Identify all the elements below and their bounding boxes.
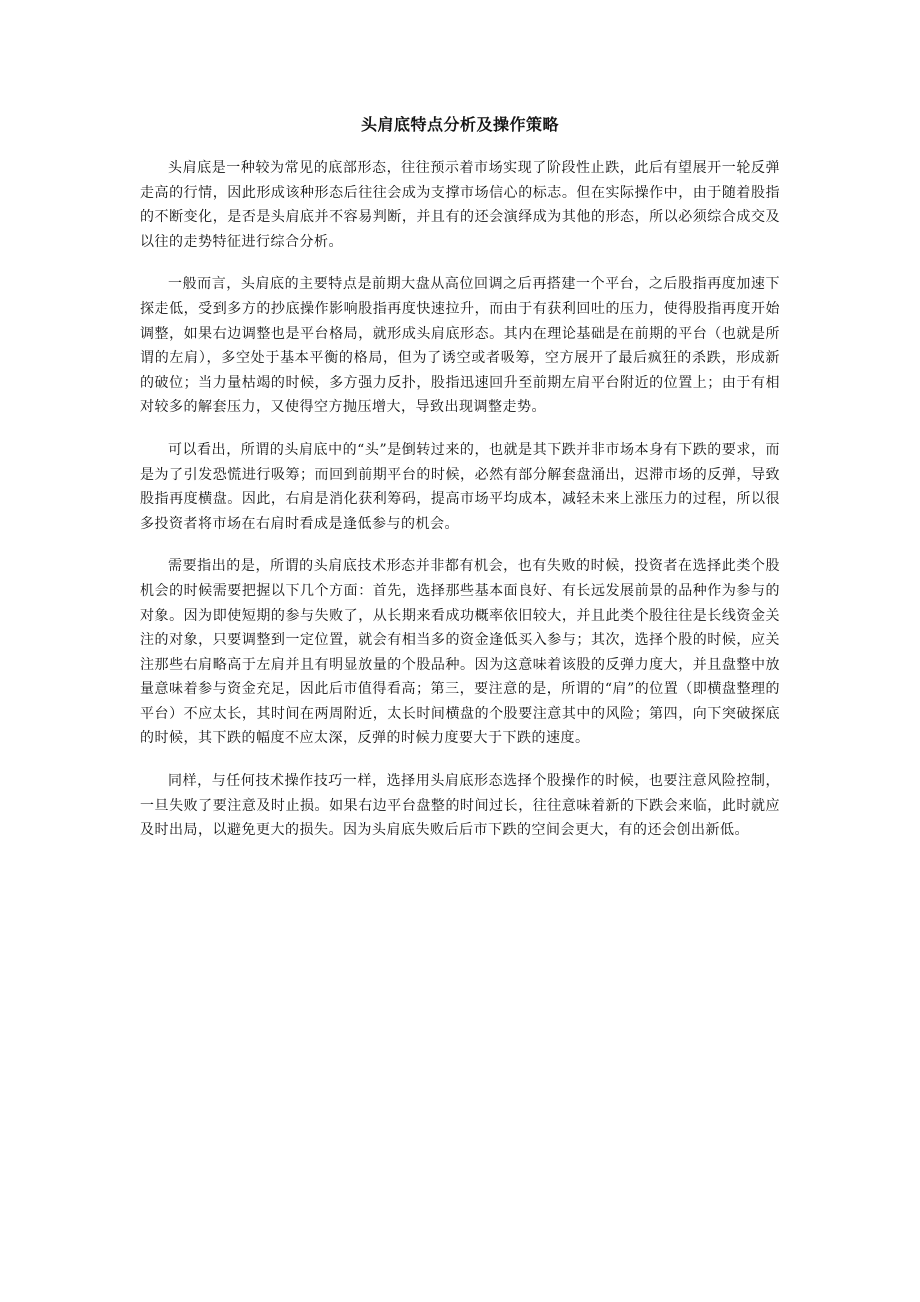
paragraph-1: 头肩底是一种较为常见的底部形态，往往预示着市场实现了阶段性止跌，此后有望展开一轮反弹走高的行情，因此形成该种形态后往往会成为支撑市场信心的标志。但在实际操作中，由于随着股指的不断变化，是否是头肩底并不容易判断，并且有的还会演绎成为其他的形态，所以必须综合成交及以往的走势特征进行综合分析。 xyxy=(140,160,780,250)
paragraph-2: 一般而言，头肩底的主要特点是前期大盘从高位回调之后再搭建一个平台，之后股指再度加速下探走低，受到多方的抄底操作影响股指再度快速拉升，而由于有获利回吐的压力，使得股指再度开始调整，如果右边调整也是平台格局，就形成头肩底形态。其内在理论基础是在前期的平台（也就是所谓的左肩），多空处于基本平衡的格局，但为了诱空或者吸筹，空方展开了最后疯狂的杀跌，形成新的破位；当力量枯竭的时候，多方强力反扑，股指迅速回升至前期左肩平台附近的位置上；由于有相对较多的解套压力，又使得空方抛压增大，导致出现调整走势。 xyxy=(140,276,780,416)
document-body xyxy=(140,112,780,861)
document-title: 头肩底特点分析及操作策略 xyxy=(360,115,559,134)
paragraph-5: 同样，与任何技术操作技巧一样，选择用头肩底形态选择个股操作的时候，也要注意风险控制，一旦失败了要注意及时止损。如果右边平台盘整的时间过长，往往意味着新的下跌会来临，此时就应及时出局，以避免更大的损失。因为头肩底失败后后市下跌的空间会更大，有的还会创出新低。 xyxy=(140,773,780,839)
paragraph-3: 可以看出，所谓的头肩底中的“头”是倒转过来的，也就是其下跌并非市场本身有下跌的要求，而是为了引发恐慌进行吸筹；而回到前期平台的时候，必然有部分解套盘涌出，迟滞市场的反弹，导致股指再度横盘。因此，右肩是消化获利筹码，提高市场平均成本，减轻未来上涨压力的过程，所以很多投资者将市场在右肩时看成是逢低参与的机会。 xyxy=(140,441,780,532)
paragraph-4: 需要指出的是，所谓的头肩底技术形态并非都有机会，也有失败的时候，投资者在选择此类个股机会的时候需要把握以下几个方面：首先，选择那些基本面良好、有长远发展前景的品种作为参与的对象。因为即使短期的参与失败了，从长期来看成功概率依旧较大，并且此类个股往往是长线资金关注的对象，只要调整到一定位置，就会有相当多的资金逢低买入参与；其次，选择个股的时候，应关注那些右肩略高于左肩并且有明显放量的个股品种。因为这意味着该股的反弹力度大，并且盘整中放量意味着参与资金充足，因此后市值得看高；第三，要注意的是，所谓的“肩”的位置（即横盘整理的平台）不应太长，其时间在两周附近，太长时间横盘的个股要注意其中的风险；第四，向下突破探底的时候，其下跌的幅度不应太深，反弹的时候力度要大于下跌的速度。 xyxy=(140,558,780,747)
